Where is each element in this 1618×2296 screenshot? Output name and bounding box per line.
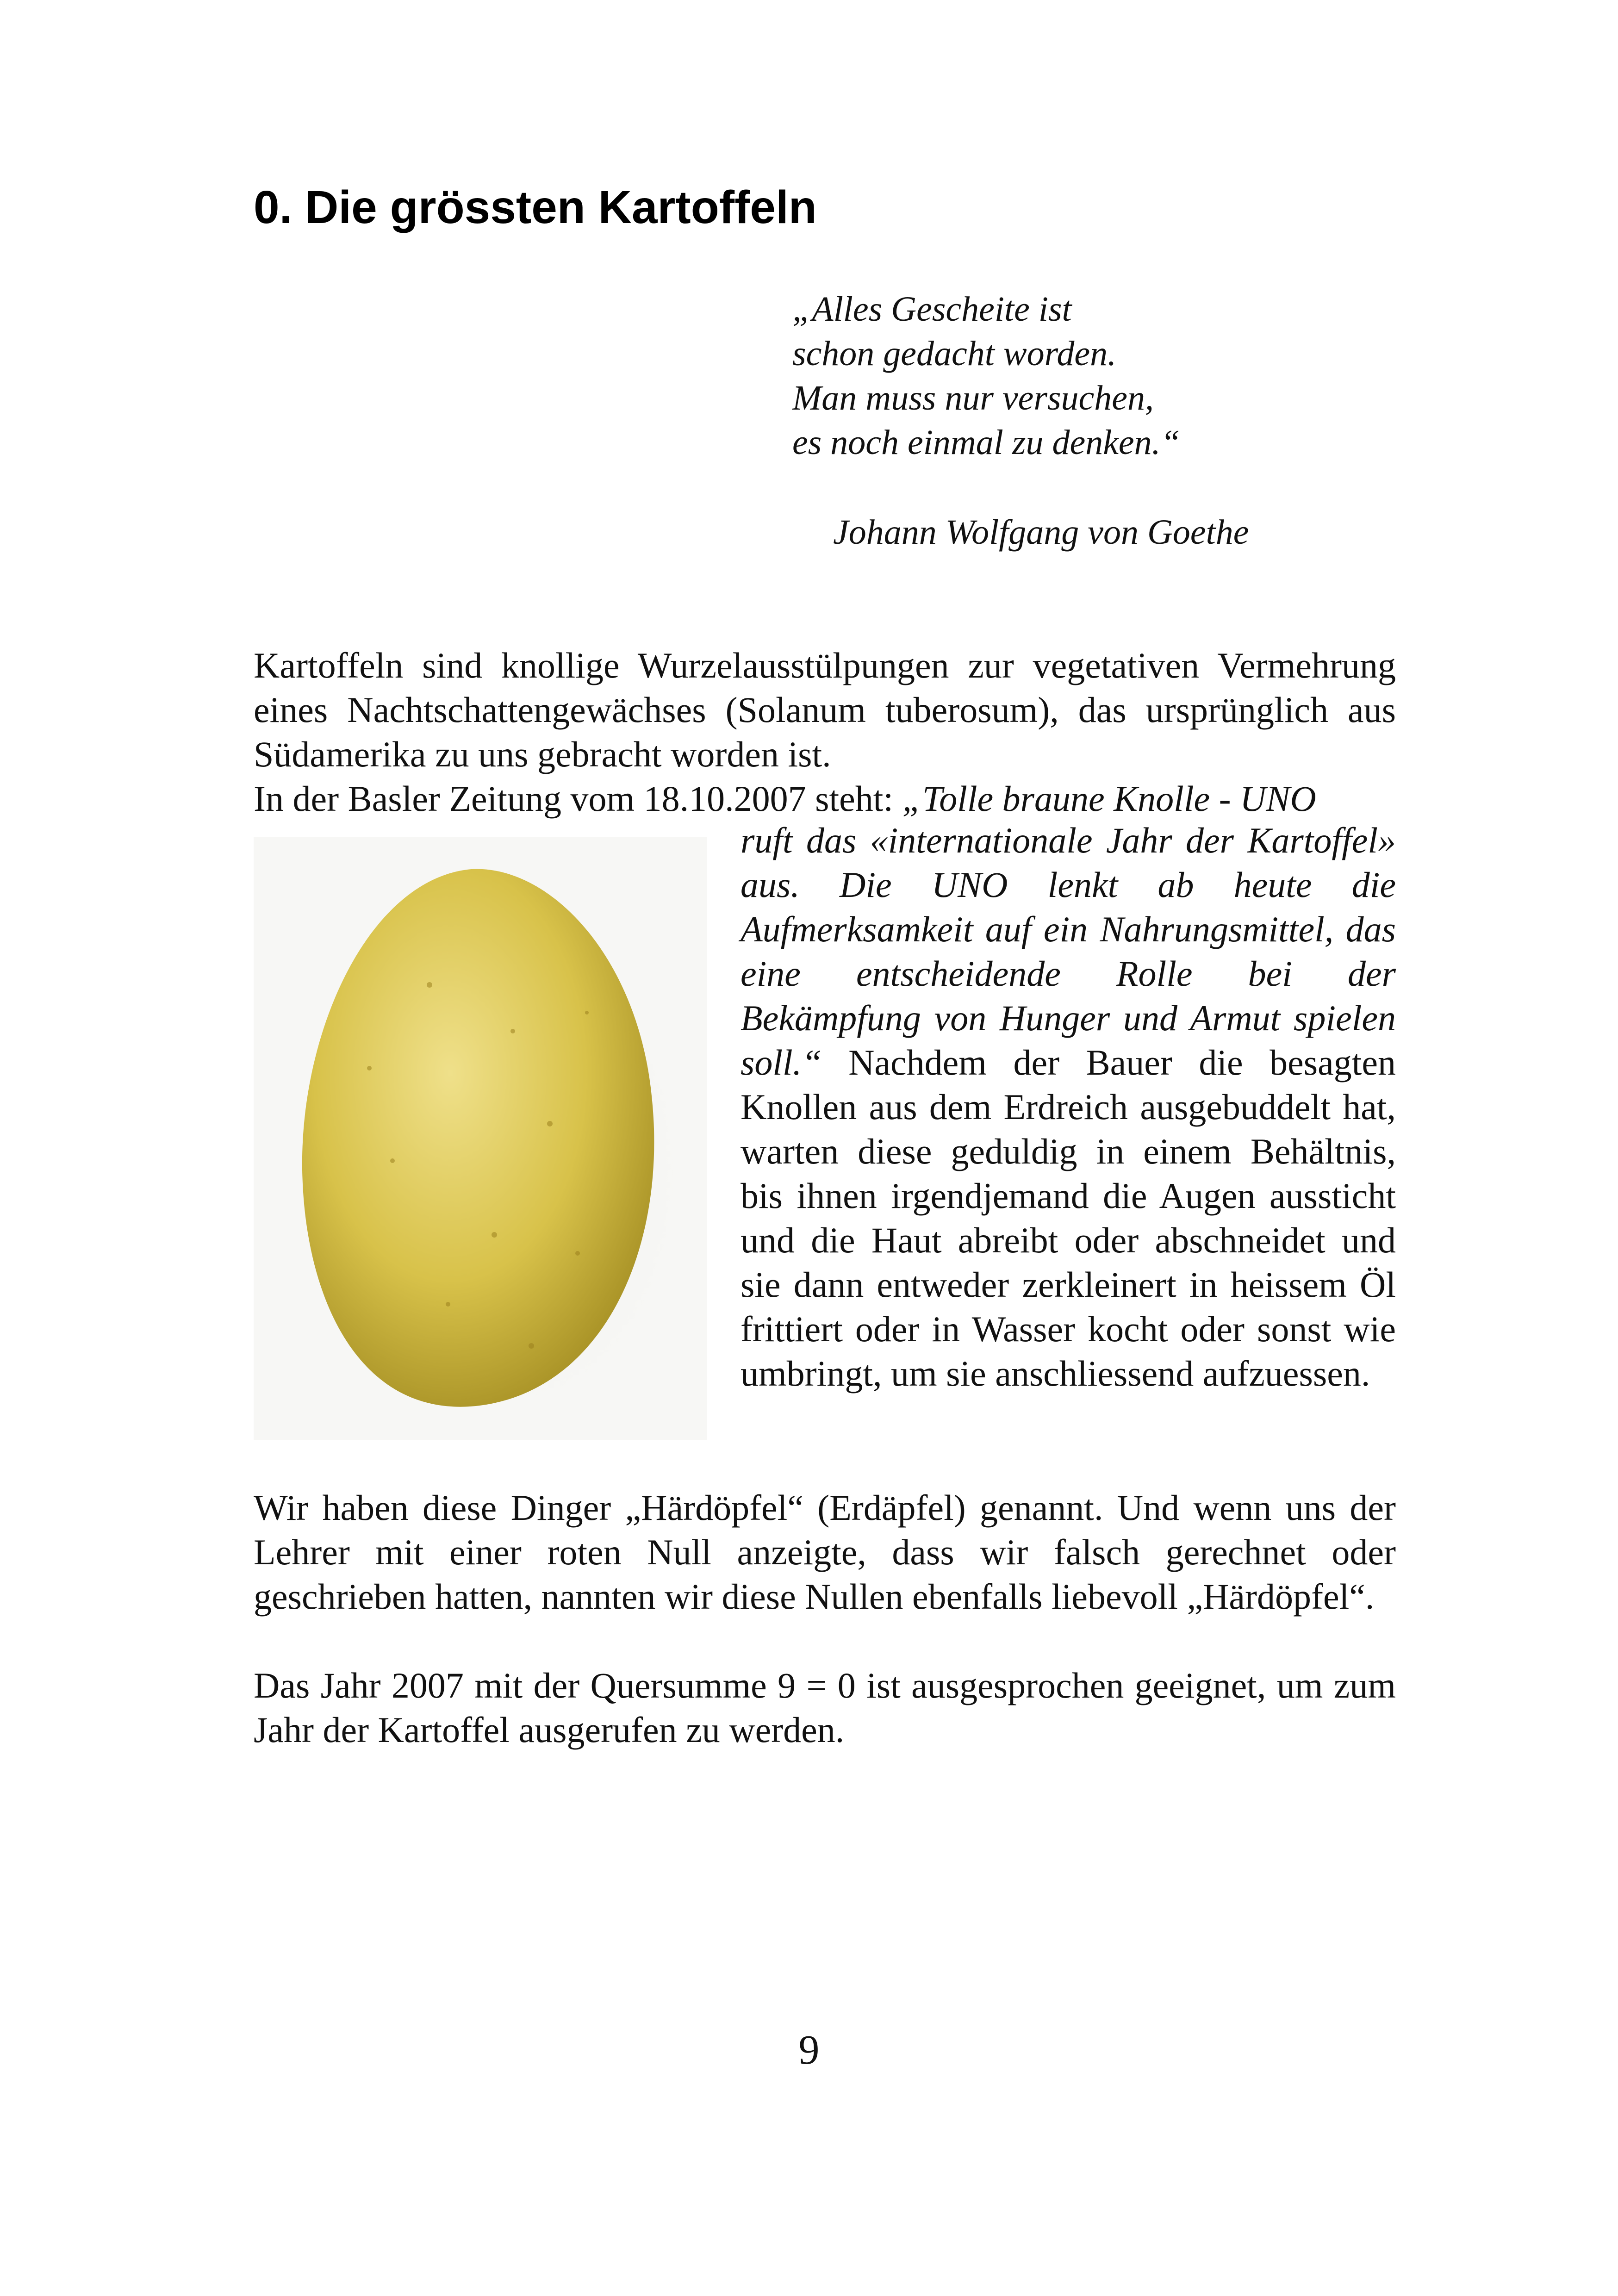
epigraph-line: „Alles Gescheite ist — [792, 290, 1072, 329]
intro-paragraph: Kartoffeln sind knollige Wurzelausstülpungen zur vegetativen Vermehrung eines Nachtschattengewächses (Solanum tuberosum), das ursprünglich aus Südamerika zu uns gebracht worden ist. — [254, 645, 1396, 774]
potato-icon — [254, 837, 707, 1440]
farmer-paragraph: Nachdem der Bauer die besagten Knollen aus dem Erdreich ausgebuddelt hat, warten diese geduldig in einem Behältnis, bis ihnen irgendjemand die Augen aussticht und die Haut abreibt oder abschneidet und sie dann entweder zerkleinert in heissem Öl frittiert oder in Wasser kocht oder sonst wie umbringt, um sie anschliessend aufzuessen. — [741, 1042, 1396, 1394]
year-paragraph: Das Jahr 2007 mit der Quersumme 9 = 0 ist ausgesprochen geeignet, um zum Jahr der Kartoffel ausgerufen zu werden. — [254, 1665, 1396, 1750]
epigraph-line: es noch einmal zu denken.“ — [792, 423, 1180, 462]
newspaper-citation-line — [254, 777, 1396, 821]
epigraph-line: schon gedacht worden. — [792, 334, 1117, 373]
page-number: 9 — [798, 2027, 820, 2073]
citation-quote-rest: ruft das «internationale Jahr der Kartoffel» aus. Die UNO lenkt ab heute die Aufmerksamkeit auf ein Nahrungsmittel, das eine entscheidende Rolle bei der Bekämpfung von Hunger und Armut spielen soll.“ — [741, 820, 1396, 1083]
citation-quote-start: „Tolle braune Knolle - UNO — [902, 778, 1316, 819]
epigraph-author: Johann Wolfgang von Goethe — [833, 513, 1249, 552]
epigraph-quote — [792, 287, 1440, 554]
citation-lead: In der Basler Zeitung vom 18.10.2007 steht: — [254, 778, 902, 819]
haerdoepfel-paragraph: Wir haben diese Dinger „Härdöpfel“ (Erdäpfel) genannt. Und wenn uns der Lehrer mit einer roten Null anzeigte, dass wir falsch gerechnet oder geschrieben hatten, nannten wir diese Nullen ebenfalls liebevoll „Härdöpfel“. — [254, 1487, 1396, 1617]
page-heading: 0. Die grössten Kartoffeln — [254, 181, 817, 233]
article-column — [741, 818, 1396, 1396]
epigraph-line: Man muss nur versuchen, — [792, 379, 1154, 417]
potato-photo — [254, 837, 707, 1440]
